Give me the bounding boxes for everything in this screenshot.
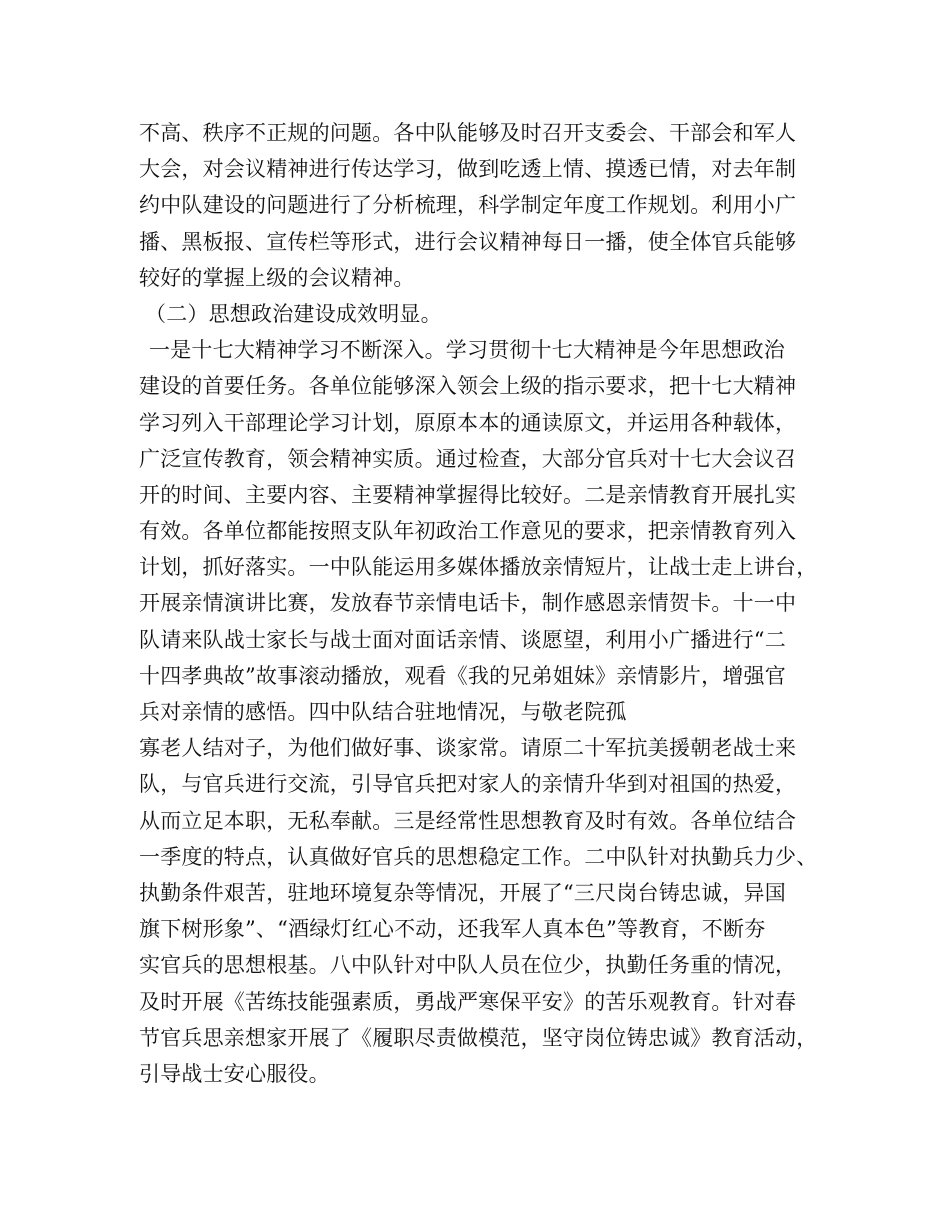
text-line: 及时开展《苦练技能强素质，勇战严寒保平安》的苦乐观教育。针对春 bbox=[139, 989, 797, 1014]
text-line: 引导战士安心服役。 bbox=[139, 1061, 330, 1086]
text-line: 十四孝典故”故事滚动播放，观看《我的兄弟姐妹》亲情影片，增强官 bbox=[139, 663, 786, 688]
text-line: 计划，抓好落实。一中队能运用多媒体播放亲情短片，让战士走上讲台， bbox=[139, 555, 818, 580]
text-line: 寡老人结对子，为他们做好事、谈家常。请原二十军抗美援朝老战士来 bbox=[139, 736, 797, 761]
text-line: 有效。各单位都能按照支队年初政治工作意见的要求，把亲情教育列入 bbox=[139, 519, 797, 544]
text-line: 一是十七大精神学习不断深入。学习贯彻十七大精神是今年思想政治 bbox=[149, 338, 785, 363]
text-line: 开展亲情演讲比赛，发放春节亲情电话卡，制作感恩亲情贺卡。十一中 bbox=[139, 591, 797, 616]
text-line: 队，与官兵进行交流，引导官兵把对家人的亲情升华到对祖国的热爱， bbox=[139, 772, 797, 797]
text-line: 广泛宣传教育，领会精神实质。通过检查，大部分官兵对十七大会议召 bbox=[139, 446, 797, 471]
text-line: 开的时间、主要内容、主要精神掌握得比较好。二是亲情教育开展扎实 bbox=[139, 482, 797, 507]
text-line: 实官兵的思想根基。八中队针对中队人员在位少，执勤任务重的情况， bbox=[139, 953, 797, 978]
text-line: 执勤条件艰苦，驻地环境复杂等情况，开展了“三尺岗台铸忠诚，异国 bbox=[139, 880, 786, 905]
document-body bbox=[139, 115, 839, 1092]
text-line: 从而立足本职，无私奉献。三是经常性思想教育及时有效。各单位结合 bbox=[139, 808, 797, 833]
section-heading: （二）思想政治建设成效明显。 bbox=[145, 301, 442, 326]
text-line: 约中队建设的问题进行了分析梳理，科学制定年度工作规划。利用小广 bbox=[139, 193, 797, 218]
text-line: 节官兵思亲想家开展了《履职尽责做模范，坚守岗位铸忠诚》教育活动， bbox=[139, 1025, 818, 1050]
text-line: 一季度的特点，认真做好官兵的思想稳定工作。二中队针对执勤兵力少、 bbox=[139, 844, 818, 869]
text-line: 队请来队战士家长与战士面对面话亲情、谈愿望，利用小广播进行“二 bbox=[139, 627, 786, 652]
text-line: 旗下树形象”、“酒绿灯红心不动，还我军人真本色”等教育，不断夯 bbox=[139, 917, 766, 942]
text-line: 学习列入干部理论学习计划，原原本本的通读原文，并运用各种载体， bbox=[139, 410, 797, 435]
text-line: 大会，对会议精神进行传达学习，做到吃透上情、摸透已情，对去年制 bbox=[139, 157, 797, 182]
text-line: 建设的首要任务。各单位能够深入领会上级的指示要求，把十七大精神 bbox=[139, 374, 797, 399]
text-line: 播、黑板报、宣传栏等形式，进行会议精神每日一播，使全体官兵能够 bbox=[139, 229, 797, 254]
text-line: 较好的掌握上级的会议精神。 bbox=[139, 265, 415, 290]
text-line: 兵对亲情的感悟。四中队结合驻地情况，与敬老院孤 bbox=[139, 700, 627, 724]
text-line: 不高、秩序不正规的问题。各中队能够及时召开支委会、干部会和军人 bbox=[139, 121, 797, 145]
